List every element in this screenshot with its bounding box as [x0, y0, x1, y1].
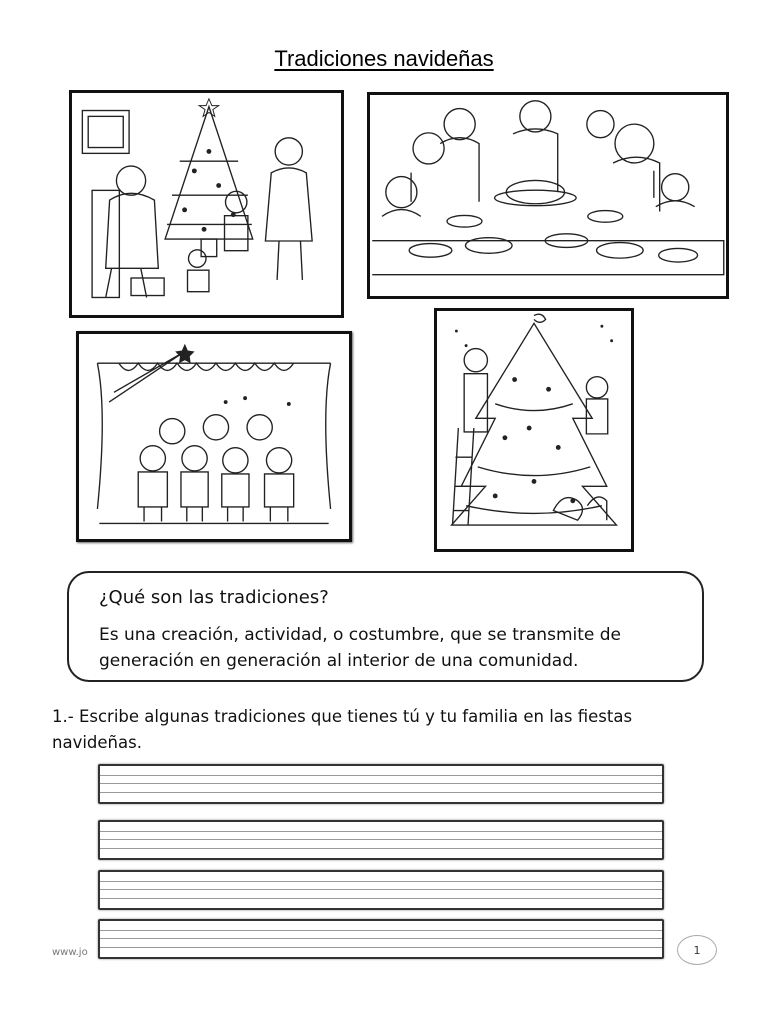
- illustration-family-dinner: [367, 92, 729, 299]
- page-title: Tradiciones navideñas: [274, 46, 494, 71]
- writing-line[interactable]: [98, 919, 664, 959]
- writing-line[interactable]: [98, 820, 664, 860]
- family-dinner-drawing: [370, 95, 726, 296]
- outdoor-tree-drawing: [437, 311, 631, 549]
- footer-website: www.jo: [52, 947, 88, 958]
- writing-line[interactable]: [98, 870, 664, 910]
- illustration-family-tree: [69, 90, 344, 318]
- family-tree-drawing: [72, 93, 341, 315]
- definition-box: [67, 571, 704, 682]
- definition-question: ¿Qué son las tradiciones?: [99, 587, 329, 608]
- definition-answer-line-1: Es una creación, actividad, o costumbre, que se transmite de: [99, 625, 622, 645]
- page-number: 1: [677, 935, 717, 965]
- writing-line[interactable]: [98, 764, 664, 804]
- illustration-outdoor-tree: [434, 308, 634, 552]
- exercise-prompt: 1.- Escribe algunas tradiciones que tienes tú y tu familia en las fiestas navideñas.: [52, 707, 633, 752]
- illustration-carolers: [76, 331, 352, 542]
- definition-answer-line-2: generación en generación al interior de una comunidad.: [99, 651, 579, 671]
- carolers-drawing: [79, 334, 349, 539]
